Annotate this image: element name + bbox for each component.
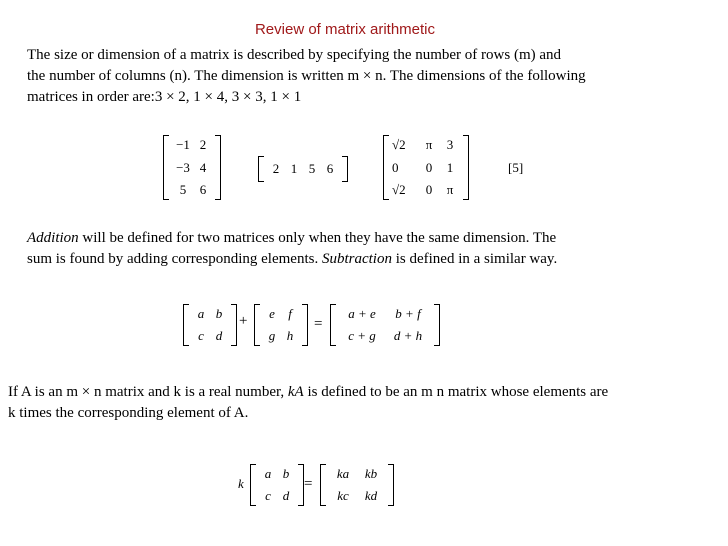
page-title: Review of matrix arithmetic <box>254 21 436 38</box>
addition-matrix-b <box>254 304 308 346</box>
matrix-cell: c <box>265 488 271 503</box>
matrix-cell: 2 <box>272 161 280 176</box>
right-bracket <box>342 156 348 182</box>
matrix-cell: d <box>215 328 223 343</box>
matrix-cell: c <box>198 328 204 343</box>
intro-line: the number of columns (n). The dimension is written m × n. The dimensions of the following <box>27 68 586 84</box>
addition-line <box>27 228 557 249</box>
right-bracket <box>302 304 308 346</box>
matrix-cell: kb <box>364 466 378 481</box>
addition-sum-matrix <box>330 304 440 346</box>
right-bracket <box>463 135 469 200</box>
equals-sign: = <box>304 476 313 492</box>
addition-text: will be defined for two matrices only when they have the same dimension. The <box>78 230 557 246</box>
equals-sign: = <box>314 316 323 332</box>
matrix-cell: kd <box>364 488 378 503</box>
matrix-cell: b <box>215 306 223 321</box>
addition-matrix-a <box>183 304 237 346</box>
scalar-term: kA <box>287 384 304 400</box>
matrix-cell: 0 <box>425 182 433 197</box>
intro-paragraph <box>27 45 586 108</box>
right-bracket <box>388 464 394 506</box>
matrix-cell: −1 <box>176 137 190 152</box>
matrix-cell: c + g <box>348 328 376 343</box>
matrix-cell: 5 <box>179 182 187 197</box>
matrix-cell: kc <box>337 488 349 503</box>
matrix-cell: b + f <box>395 306 421 321</box>
matrix-cell: π <box>425 137 433 152</box>
matrix-cell: 5 <box>308 161 316 176</box>
intro-line: matrices in order are:3 × 2, 1 × 4, 3 × 3, 1 × 1 <box>27 89 302 105</box>
matrix-cell: f <box>288 306 292 321</box>
matrix-cell: 6 <box>326 161 334 176</box>
scalar-text: If A is an m × n matrix and k is a real number, <box>8 384 288 400</box>
scalar-result-matrix <box>320 464 394 506</box>
matrix-cell: √2 <box>392 137 406 152</box>
example-matrix-1x1: [5] <box>508 160 524 175</box>
addition-term: Addition <box>27 230 79 246</box>
intro-line: The size or dimension of a matrix is described by specifying the number of rows (m) and <box>27 47 562 63</box>
matrix-cell: √2 <box>392 182 406 197</box>
matrix-cell: e <box>269 306 275 321</box>
scalar-line: k times the corresponding element of A. <box>8 405 249 421</box>
matrix-cell: g <box>268 328 276 343</box>
addition-text: sum is found by adding corresponding elements. <box>27 251 322 267</box>
matrix-cell: b <box>282 466 290 481</box>
scalar-line <box>8 382 608 403</box>
matrix-cell: ka <box>336 466 350 481</box>
addition-paragraph <box>27 228 557 270</box>
matrix-cell: 4 <box>199 159 207 175</box>
addition-line <box>27 249 557 270</box>
subtraction-term: Subtraction <box>321 251 392 267</box>
matrix-cell: 0 <box>425 159 433 175</box>
matrix-cell: −3 <box>176 159 190 175</box>
matrix-cell: a <box>197 306 205 321</box>
right-bracket <box>231 304 237 346</box>
addition-text: is defined in a similar way. <box>391 251 558 267</box>
scalar-k: k <box>238 476 244 491</box>
example-matrix-3x3 <box>383 135 469 200</box>
matrix-cell: d + h <box>393 328 423 343</box>
matrix-cell: d <box>282 488 290 503</box>
right-bracket <box>434 304 440 346</box>
matrix-cell: 3 <box>446 137 454 152</box>
matrix-cell: π <box>446 182 454 197</box>
example-matrix-1x4 <box>258 156 348 182</box>
scalar-matrix <box>250 464 304 506</box>
scalar-text: is defined to be an m n matrix whose elements are <box>303 384 609 400</box>
matrix-cell: 1 <box>446 159 454 175</box>
plus-sign: + <box>239 313 248 329</box>
scalar-paragraph <box>8 382 608 424</box>
matrix-cell: h <box>286 328 294 343</box>
matrix-cell: 0 <box>392 159 399 175</box>
matrix-cell: 1 <box>290 161 298 176</box>
matrix-cell: 2 <box>199 137 207 152</box>
right-bracket <box>215 135 221 200</box>
matrix-cell: a + e <box>348 306 376 321</box>
matrix-cell: 6 <box>199 182 207 197</box>
example-matrix-3x2 <box>163 135 221 200</box>
matrix-cell: a <box>264 466 272 481</box>
